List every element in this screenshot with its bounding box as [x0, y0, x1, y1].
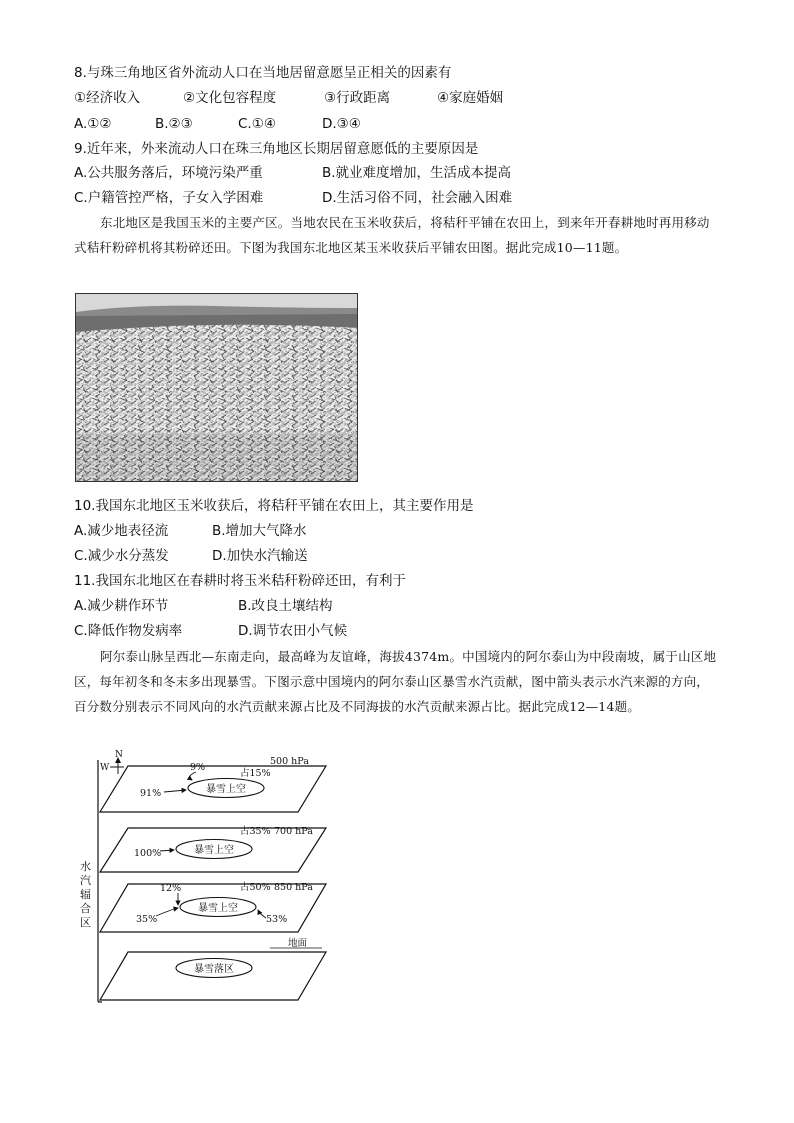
q8-option-a: A.①②	[74, 116, 112, 132]
layer3-top-percent: 12%	[160, 883, 182, 894]
q8-option-b: B.②③	[155, 116, 193, 132]
q10-option-d: D.加快水汽输送	[212, 548, 308, 564]
q10-stem: 10.我国东北地区玉米收获后，将秸秆平铺在农田上，其主要作用是	[74, 498, 474, 514]
layer3-left-percent: 35%	[136, 914, 158, 925]
layer1-left-percent: 91%	[140, 788, 162, 799]
layer1-top-percent: 9%	[190, 762, 206, 773]
ground-center: 暴雪落区	[194, 964, 234, 975]
layer2-left-percent: 100%	[134, 848, 162, 859]
layer-700hpa	[100, 825, 326, 872]
water-vapor-diagram	[74, 750, 344, 1010]
corn-straw-field-photo	[75, 293, 358, 482]
q11-option-d: D.调节农田小气候	[238, 623, 348, 639]
passage-altai-text: 阿尔泰山脉呈西北—东南走向，最高峰为友谊峰，海拔4374m。中国境内的阿尔泰山为中段南坡，属于山区地区，每年初冬和冬末多出现暴雪。下图示意中国境内的阿尔泰山区暴雪水汽贡献，图中箭头表示水汽来源的方向，百分数分别表示不同风向的水汽贡献来源占比及不同海拔的水汽贡献来源占比。据此完成12—14题。	[74, 649, 717, 714]
q8-item-3: ③行政距离	[324, 90, 391, 106]
q8-item-1: ①经济收入	[74, 90, 141, 106]
side-label	[80, 859, 91, 929]
passage-corn-straw-text: 东北地区是我国玉米的主要产区。当地农民在玉米收获后，将秸秆平铺在农田上，到来年开春耕地时再用移动式秸秆粉碎机将其粉碎还田。下图为我国东北地区某玉米收获后平铺农田图。据此完成10—11题。	[74, 215, 710, 255]
q8-item-4: ④家庭婚姻	[437, 90, 504, 106]
layer3-center: 暴雪上空	[198, 903, 238, 914]
layer2-pressure: 700 hPa	[274, 826, 313, 837]
q9-option-a: A.公共服务落后，环境污染严重	[74, 165, 263, 181]
layer-ground	[100, 937, 326, 1000]
q11-option-a: A.减少耕作环节	[74, 598, 169, 614]
layer3-share: 占50%	[240, 882, 271, 893]
layer2-share: 占35%	[240, 826, 271, 837]
q9-option-b: B.就业难度增加，生活成本提高	[322, 165, 512, 181]
layer-500hpa	[100, 756, 326, 812]
side-label-char: 汽	[80, 874, 91, 887]
corn-straw-field-image	[76, 294, 358, 482]
layer1-pressure: 500 hPa	[270, 756, 309, 767]
side-label-char: 辐	[80, 888, 91, 901]
compass-icon	[100, 750, 124, 774]
q9-option-d: D.生活习俗不同，社会融入困难	[322, 190, 513, 206]
compass-w-label: W	[100, 763, 110, 773]
layer2-center: 暴雪上空	[194, 845, 234, 856]
q8-option-d: D.③④	[322, 116, 361, 132]
side-label-char: 水	[80, 860, 91, 873]
q10-option-a: A.减少地表径流	[74, 523, 169, 539]
q11-stem: 11.我国东北地区在春耕时将玉米秸秆粉碎还田，有利于	[74, 573, 406, 589]
compass-n-label: N	[115, 750, 123, 760]
layer3-pressure: 850 hPa	[274, 882, 313, 893]
layer1-center: 暴雪上空	[206, 784, 246, 795]
q11-option-c: C.降低作物发病率	[74, 623, 183, 639]
ground-label: 地面	[288, 938, 308, 949]
q10-option-c: C.减少水分蒸发	[74, 548, 169, 564]
q8-item-2: ②文化包容程度	[183, 90, 277, 106]
q8-option-c: C.①④	[238, 116, 276, 132]
q9-option-c: C.户籍管控严格，子女入学困难	[74, 190, 264, 206]
layer3-right-percent: 53%	[266, 914, 288, 925]
passage-altai-snowstorm	[74, 644, 718, 719]
layer-850hpa	[100, 881, 326, 932]
side-label-char: 合	[80, 902, 91, 915]
q8-stem: 8.与珠三角地区省外流动人口在当地居留意愿呈正相关的因素有	[74, 65, 452, 81]
q10-option-b: B.增加大气降水	[212, 523, 307, 539]
passage-corn-straw	[74, 210, 718, 260]
layer1-share: 占15%	[240, 768, 271, 779]
side-label-char: 区	[80, 916, 91, 929]
q11-option-b: B.改良土壤结构	[238, 598, 333, 614]
q9-stem: 9.近年来，外来流动人口在珠三角地区长期居留意愿低的主要原因是	[74, 141, 479, 157]
